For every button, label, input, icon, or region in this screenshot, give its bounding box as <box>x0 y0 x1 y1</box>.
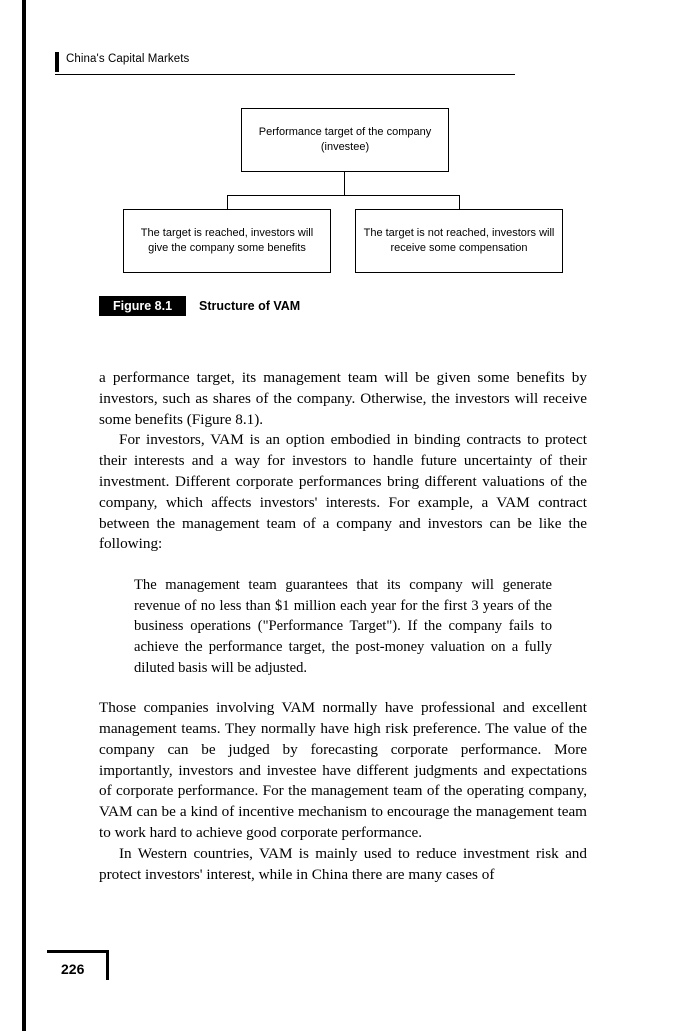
paragraph-1: a performance target, its management team will be given some benefits by investors, such as shares of the company. Otherwise, the investors will receive some benefits (Figure 8.1). <box>99 369 587 428</box>
running-head <box>55 52 515 78</box>
paragraph-3: Those companies involving VAM normally have professional and excellent management teams. They normally have high risk preference. The value of the company can be judged by forecasting corporate performance. More importantly, investors and investee have different judgments and expectations of corporate performance. For the management team of the operating company, VAM can be a kind of incentive mechanism to encourage the management team to work hard to achieve good corporate performance. <box>99 699 587 841</box>
blockquote-text: The management team guarantees that its company will generate revenue of no less than $1 million each year for the first 3 years of the business operations ("Performance Target"). If the company fails to achieve the performance target, the post-money valuation on a fully diluted basis will be adjusted. <box>134 577 552 676</box>
page-edge-bar <box>22 0 26 1031</box>
page-number: 226 <box>61 961 85 977</box>
figure-caption-text: Structure of VAM <box>199 299 301 313</box>
running-head-tick <box>55 52 59 72</box>
figure-connector-stem <box>344 172 345 195</box>
folio-tick <box>106 950 109 980</box>
blockquote-vam-contract <box>99 575 552 678</box>
figure-box-target-not-reached: The target is not reached, investors will receive some compensation <box>355 209 563 273</box>
figure-connector-drop-left <box>227 195 228 209</box>
figure-connector-bus <box>227 195 460 196</box>
paragraph-4: In Western countries, VAM is mainly used to reduce investment risk and protect investors' interest, while in China there are many cases of <box>99 844 587 883</box>
figure-caption <box>99 296 300 316</box>
figure-connector-drop-right <box>459 195 460 209</box>
figure-structure-of-vam <box>99 108 589 318</box>
running-head-title: China's Capital Markets <box>66 53 190 65</box>
body-text-column <box>99 368 587 885</box>
figure-caption-tag: Figure 8.1 <box>99 296 186 316</box>
folio-rule <box>47 950 109 953</box>
running-head-rule <box>55 74 515 75</box>
folio <box>47 950 117 992</box>
paragraph-2: For investors, VAM is an option embodied in binding contracts to protect their interests and a way for investors to handle future uncertainty of their investment. Different corporate performances bring different valuations of the company, which affects investors' interests. For example, a VAM contract between the management team of a company and investors can be like the following: <box>99 431 587 553</box>
figure-box-target-reached: The target is reached, investors will give the company some benefits <box>123 209 331 273</box>
figure-box-performance-target: Performance target of the company (investee) <box>241 108 449 172</box>
